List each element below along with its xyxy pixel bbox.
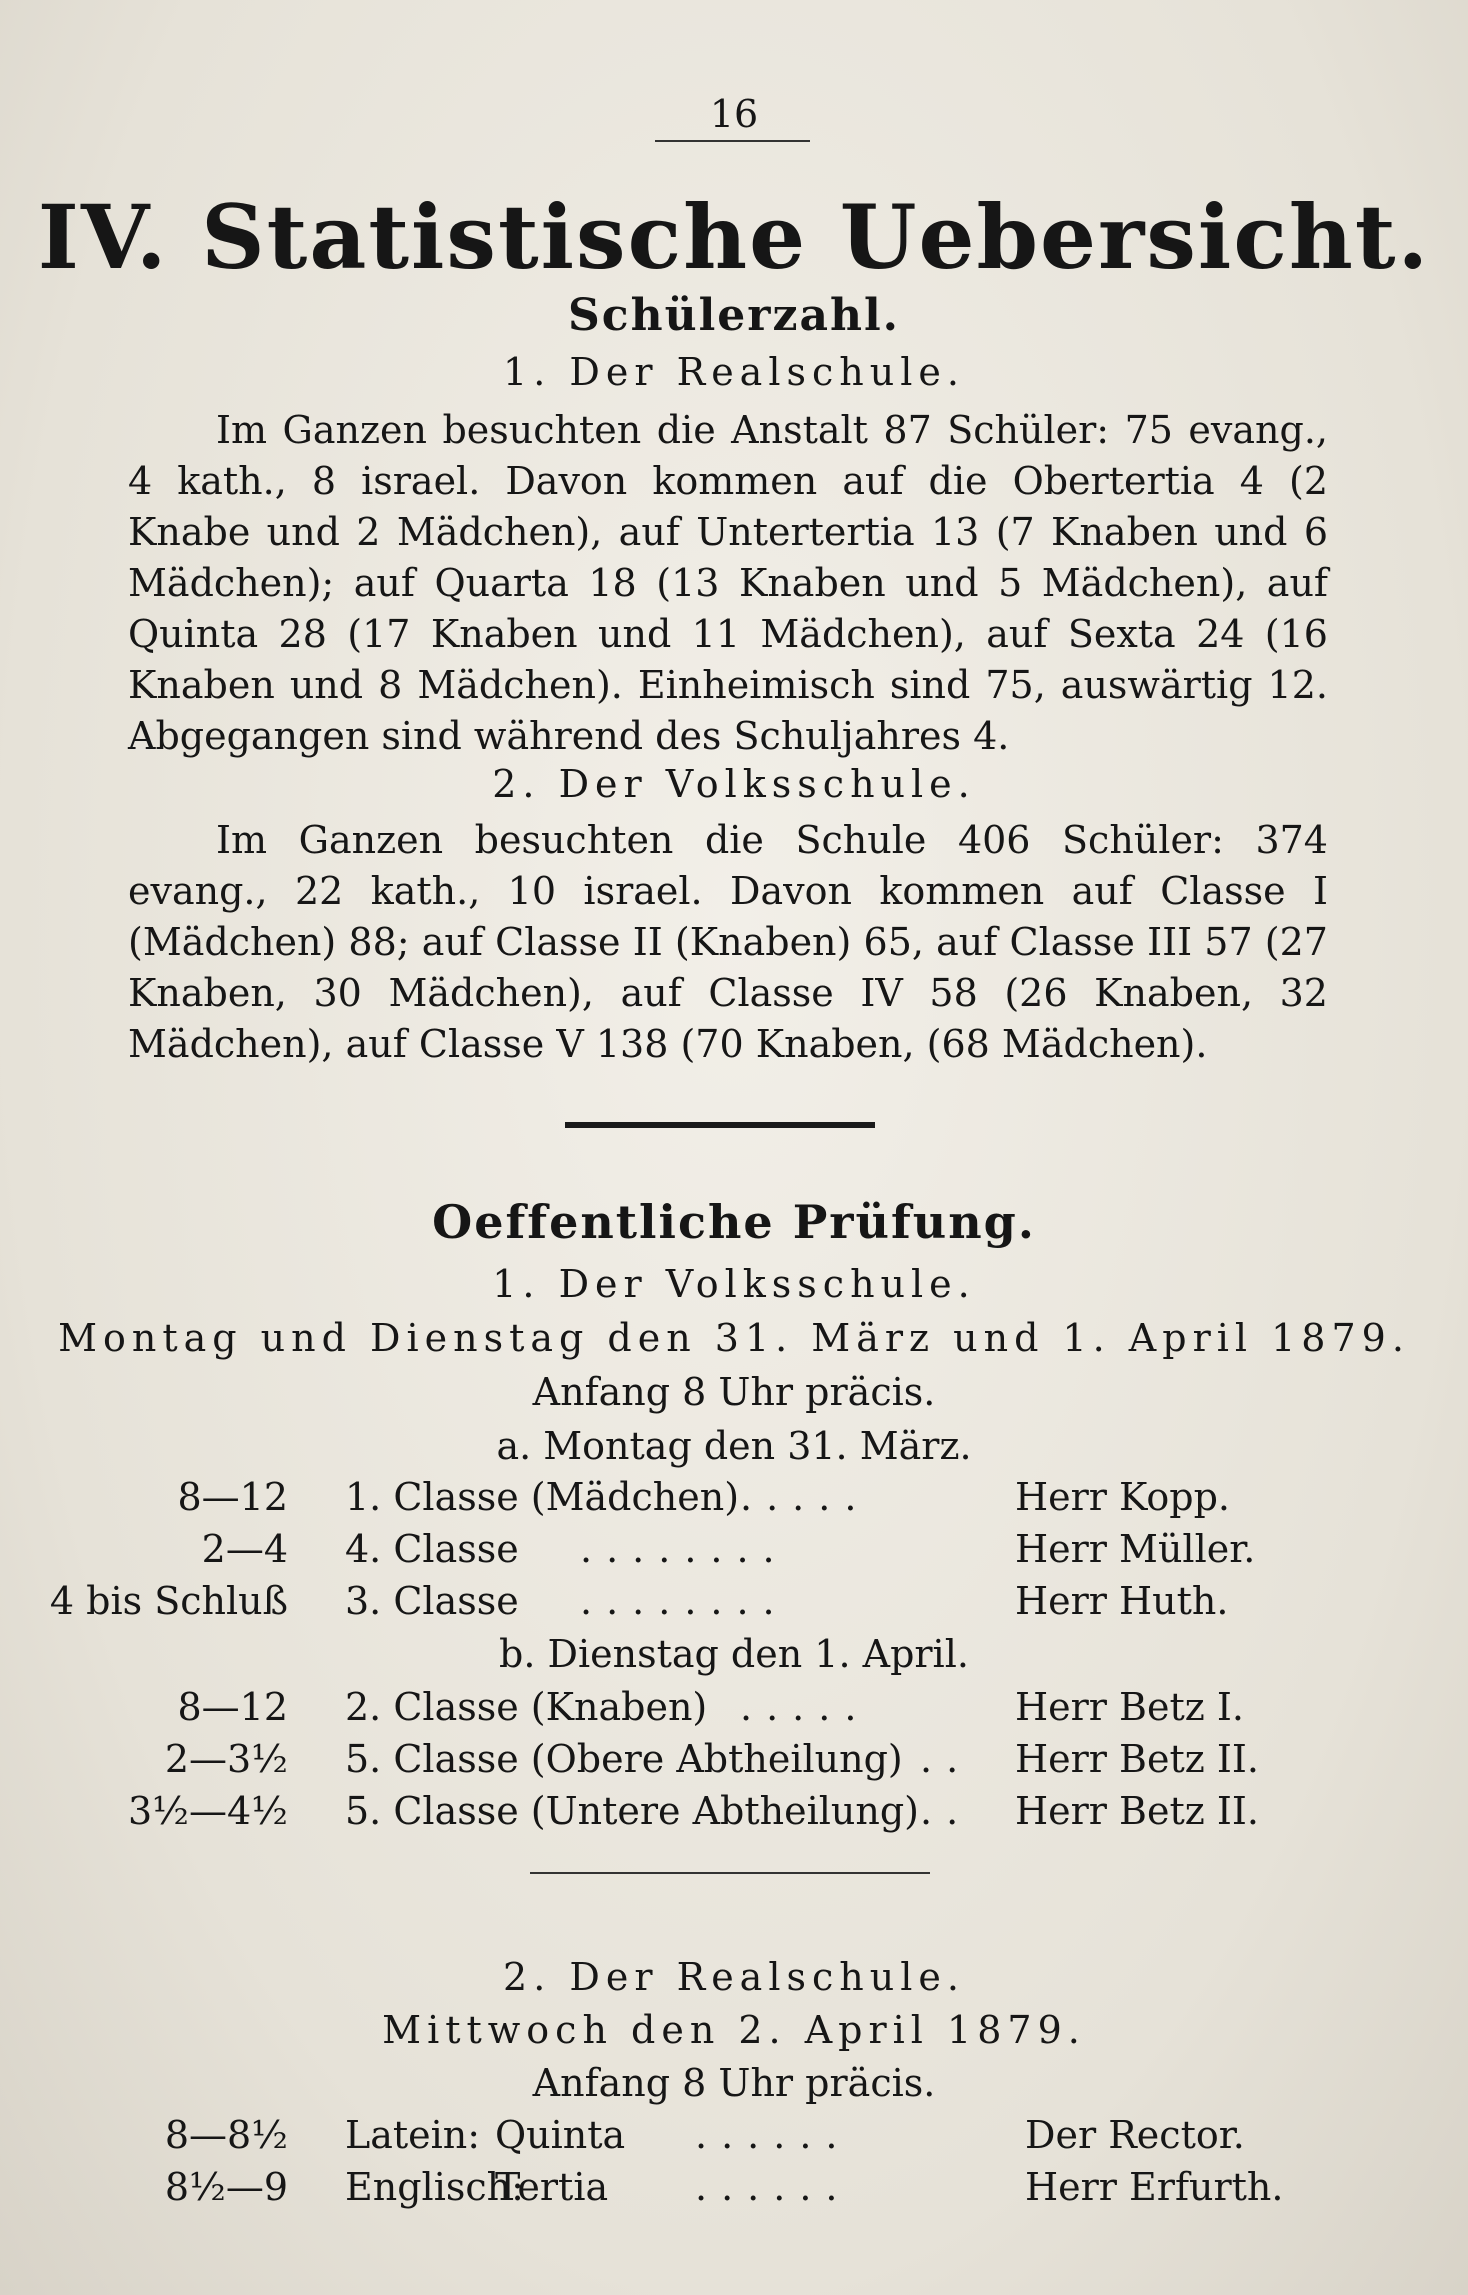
- paragraph-volksschule-count: [128, 815, 1328, 1070]
- schedule-dots: ......: [695, 2113, 852, 2157]
- subheading-volksschule-exam: 1. Der Volksschule.: [492, 1262, 976, 1306]
- schedule-teacher: Herr Huth.: [1015, 1579, 1229, 1623]
- schedule-row: [0, 1579, 1468, 1629]
- schedule-class: Tertia: [495, 2165, 609, 2209]
- schedule-row: [0, 1527, 1468, 1577]
- schedule-dots: .....: [740, 1685, 871, 1729]
- schedule-subject: 2. Classe (Knaben): [345, 1685, 708, 1729]
- page-number: 16: [709, 92, 759, 136]
- schedule-time: 8—12: [177, 1685, 288, 1729]
- schedule-teacher: Herr Betz I.: [1015, 1685, 1244, 1729]
- schedule-dots: ..: [920, 1737, 973, 1781]
- schedule-row: [0, 1737, 1468, 1787]
- schedule-row: [0, 1685, 1468, 1735]
- schedule-subject: 4. Classe: [345, 1527, 519, 1571]
- schedule-class: Quinta: [495, 2113, 626, 2157]
- schedule-time: 8—12: [177, 1475, 288, 1519]
- schedule-teacher: Herr Betz II.: [1015, 1789, 1259, 1833]
- schedule-dots: ......: [695, 2165, 852, 2209]
- schedule-row: [0, 1789, 1468, 1839]
- schedule-teacher: Herr Kopp.: [1015, 1475, 1231, 1519]
- schedule-dots: ........: [580, 1527, 789, 1571]
- section-heading-schuelerzahl: Schülerzahl.: [568, 290, 900, 341]
- subheading-volksschule-count: 2. Der Volksschule.: [492, 762, 976, 806]
- exam-start-realschule: Anfang 8 Uhr präcis.: [532, 2061, 936, 2105]
- schedule-row: [0, 1475, 1468, 1525]
- subheading-realschule-exam: 2. Der Realschule.: [503, 1955, 965, 1999]
- schedule-row: [0, 2113, 1468, 2163]
- page-number-rule: [655, 140, 810, 142]
- schedule-subject: 5. Classe (Untere Abtheilung): [345, 1789, 920, 1833]
- schedule-language: Latein:: [345, 2113, 481, 2157]
- schedule-time: 8½—9: [164, 2165, 288, 2209]
- section-heading-pruefung: Oeffentliche Prüfung.: [432, 1195, 1036, 1249]
- schedule-time: 3½—4½: [127, 1789, 288, 1833]
- schedule-time: 8—8½: [164, 2113, 288, 2157]
- paragraph-realschule-text: Im Ganzen besuchten die Anstalt 87 Schüler: 75 evang., 4 kath., 8 israel. Davon kommen auf die Obertertia 4 (2 Knabe und 2 Mädchen), auf Untertertia 13 (7 Knaben und 6 Mädchen); auf Quarta 18 (13 Knaben und 5 Mädchen), auf Quinta 28 (17 Knaben und 11 Mädchen), auf Sexta 24 (16 Knaben und 8 Mädchen). Einheimisch sind 75, auswärtig 12. Abgegangen sind während des Schuljahres 4.: [128, 408, 1328, 758]
- schedule-teacher: Herr Betz II.: [1015, 1737, 1259, 1781]
- schedule-time: 4 bis Schluß: [49, 1579, 288, 1623]
- schedule-language: Englisch:: [345, 2165, 524, 2209]
- schedule-subject: 5. Classe (Obere Abtheilung): [345, 1737, 903, 1781]
- schedule-subject: 3. Classe: [345, 1579, 519, 1623]
- schedule-dots: ..: [920, 1789, 973, 1833]
- schedule-dots: .....: [740, 1475, 871, 1519]
- exam-day-a: a. Montag den 31. März.: [496, 1424, 972, 1468]
- exam-start-volksschule: Anfang 8 Uhr präcis.: [532, 1370, 936, 1414]
- paragraph-volksschule-text: Im Ganzen besuchten die Schule 406 Schüler: 374 evang., 22 kath., 10 israel. Davon kommen auf Classe I (Mädchen) 88; auf Classe II (Knaben) 65, auf Classe III 57 (27 Knaben, 30 Mädchen), auf Classe IV 58 (26 Knaben, 32 Mädchen), auf Classe V 138 (70 Knaben, (68 Mädchen).: [128, 818, 1328, 1066]
- schedule-time: 2—4: [201, 1527, 288, 1571]
- exam-date-realschule: Mittwoch den 2. April 1879.: [382, 2008, 1086, 2052]
- schedule-subject: 1. Classe (Mädchen): [345, 1475, 740, 1519]
- section-divider-thin: [530, 1872, 930, 1874]
- page-title: IV. Statistische Uebersicht.: [37, 185, 1431, 289]
- paragraph-realschule-count: [128, 405, 1328, 762]
- section-divider: [565, 1122, 875, 1128]
- exam-date-volksschule: Montag und Dienstag den 31. März und 1. April 1879.: [58, 1316, 1410, 1360]
- schedule-time: 2—3½: [164, 1737, 288, 1781]
- schedule-teacher: Herr Müller.: [1015, 1527, 1256, 1571]
- schedule-teacher: Herr Erfurth.: [1025, 2165, 1284, 2209]
- schedule-dots: ........: [580, 1579, 789, 1623]
- schedule-teacher: Der Rector.: [1025, 2113, 1245, 2157]
- schedule-row: [0, 2165, 1468, 2215]
- subheading-realschule-count: 1. Der Realschule.: [503, 350, 965, 394]
- exam-day-b: b. Dienstag den 1. April.: [499, 1632, 969, 1676]
